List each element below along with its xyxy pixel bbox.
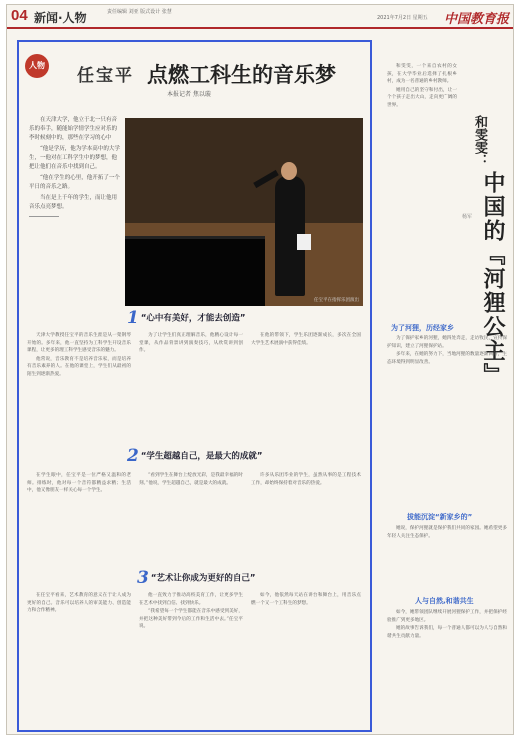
byline: 本报记者 焦以璇 <box>167 91 211 98</box>
subhead-text: “学生超越自己，是最大的成就” <box>140 451 263 462</box>
paragraph: 在任宝平看来，艺术教育的意义在于让人成为更好的自己。音乐可以培养人的审美能力、创造能力和合作精神。 <box>27 593 131 613</box>
lead-line: 当在是上千年的学生，而让他用音乐点亮梦想。 <box>29 195 118 210</box>
title-block <box>19 42 370 104</box>
paragraph: 多年来，在她的努力下，当地河狸的数量逐渐回升，生态环境得到明显改善。 <box>387 352 507 365</box>
text-column <box>251 472 361 564</box>
photo-conductor-head <box>281 162 297 180</box>
paper-name: 中国教育报 <box>443 12 509 27</box>
text-column <box>139 472 243 564</box>
subhead-text: “心中有美好，才能去创造” <box>140 313 246 324</box>
photo-score <box>297 234 311 250</box>
person-name: 任宝平 <box>77 66 134 86</box>
subhead-1 <box>127 308 246 328</box>
page-number: 04 <box>11 7 28 24</box>
side-subhead-3: 人与自然,和谐共生 <box>415 597 474 605</box>
lead-line: 在天津大学，他立于北一只有音乐的奉手，随能始学情学生应对乐的李时候刻中的，那些在学习的心中 <box>29 117 118 141</box>
photo-piano <box>125 236 265 306</box>
divider <box>29 216 59 217</box>
paragraph: 许多从乐团毕业的学生，虽然从事的是工程技术工作，却始终保持着对音乐的热爱。 <box>251 473 361 486</box>
headline: 点燃工科生的音乐梦 <box>147 62 336 87</box>
side-subhead-2: 拔能沉淀“新家乡的” <box>407 513 473 521</box>
photo-audience <box>125 118 363 238</box>
text-column <box>27 592 131 726</box>
paragraph: 如今，她带领团队继续开展河狸保护工作，并把保护经验推广到更多地区。 <box>387 610 507 623</box>
text-column <box>139 332 243 432</box>
side-subhead-1: 为了河狸，历经家乡 <box>391 324 454 332</box>
text-column <box>251 332 361 432</box>
paragraph: 她说，保护河狸就是保护我们共同的家园。她希望更多年轻人关注生态保护。 <box>387 526 507 539</box>
subhead-number: 3 <box>137 568 149 588</box>
text-column <box>139 592 243 726</box>
section-name: 新闻·人物 <box>34 11 87 25</box>
side-section-2 <box>387 525 507 589</box>
paragraph: 在他的带领下，学生乐团逐渐成长，多次在全国大学生艺术展演中获得佳绩。 <box>251 333 361 346</box>
text-column <box>27 332 131 432</box>
side-section-3 <box>387 609 507 733</box>
main-article[interactable] <box>17 40 372 732</box>
paragraph: 为了让学生们真正理解音乐，他精心设计每一堂课，从作品背景讲到演奏技巧，从欣赏讲到创作。 <box>139 333 243 353</box>
masthead <box>7 5 514 29</box>
subhead-number: 2 <box>127 446 139 466</box>
paragraph: “看到学生在舞台上绽放光彩，是我最幸福的时刻。”他说，学生超越自己，就是最大的成就。 <box>139 473 243 486</box>
subhead-2 <box>127 446 263 466</box>
subhead-text: “艺术让你成为更好的自己” <box>150 573 256 584</box>
editor-credits: 责任编辑 刘亚 版式设计 张慧 <box>107 9 172 15</box>
lead-paragraph <box>29 116 121 217</box>
paragraph: 他常说，音乐教育不是培养音乐家，而是培养有音乐素养的人。在他的课堂上，学生们从最初的陌生到逐渐热爱。 <box>27 356 131 377</box>
people-seal: 人物 <box>25 54 49 78</box>
vertical-title-main: 中国的『河狸公主』 <box>480 171 506 387</box>
paragraph: “我希望每一个学生都能在音乐中感受到美好，并把这种美好带到今后的工作和生活中去。”任宝平说。 <box>139 609 243 629</box>
paragraph: 她的故事告诉我们，每一个普通人都可以为人与自然和谐共生贡献力量。 <box>387 626 507 639</box>
text-column <box>27 472 131 564</box>
paragraph: 天津大学教授任宝平的音乐生涯是从一架钢琴开始的。多年来，他一直坚持为工科学生开设音乐课程，让更多的理工科学生感受音乐的魅力。 <box>27 333 131 353</box>
paragraph: 如今，他依然每天站在讲台和舞台上，用音乐点燃一个又一个工科生的梦想。 <box>251 593 361 606</box>
side-section-1 <box>387 335 507 499</box>
issue-date: 2021年7月2日 星期五 <box>377 15 428 21</box>
photo-caption: 任宝平在指挥乐团演出 <box>314 298 359 303</box>
subhead-number: 1 <box>127 308 139 328</box>
text-column <box>251 592 361 726</box>
lead-line: “他是学历，他为学本高中的大学生，一他对在工科学生中的梦想，他把让他们在音乐中找到自己。 <box>29 146 120 170</box>
paragraph: 为了保护家乡的河狸，她四处奔走，走访牧民，宣传保护知识，建立了河狸保护站。 <box>387 336 507 349</box>
concert-photo <box>125 118 363 306</box>
paragraph: 他一直致力于推动高校美育工作，让更多学生在艺术中找到自信、找到快乐。 <box>139 593 243 606</box>
side-byline: 杨军 <box>462 214 473 220</box>
vertical-title-name: 和雯雯： <box>472 115 487 167</box>
paragraph: 在学生眼中，任宝平是一位严格又温和的老师。排练时，他对每一个音符都精益求精；生活中，他又像朋友一样关心每一个学生。 <box>27 473 131 493</box>
lead-line: “他在学生的心里，他开拓了一个平日的音乐之路。 <box>29 175 120 190</box>
side-article-intro <box>387 63 457 323</box>
paragraph: 和雯雯，一个来自农村的女孩，在大学毕业后选择了扎根乡村，成为一名普通的乡村教师。 <box>387 64 457 84</box>
newspaper-page <box>6 4 514 735</box>
paragraph: 她用自己的坚守和付出，让一个个孩子走出大山，走向更广阔的世界。 <box>387 87 457 108</box>
subhead-3 <box>137 568 256 588</box>
